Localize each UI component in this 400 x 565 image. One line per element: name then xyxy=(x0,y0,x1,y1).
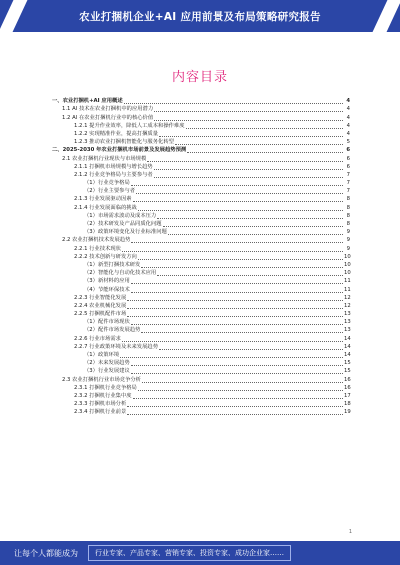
toc-entry-page: 10 xyxy=(344,253,351,260)
toc-entry-page: 7 xyxy=(346,188,350,195)
toc-entry[interactable] xyxy=(52,105,350,113)
toc-dot-leader xyxy=(175,144,343,145)
toc-entry[interactable] xyxy=(52,236,350,244)
toc-dot-leader xyxy=(154,169,343,170)
toc-entry[interactable] xyxy=(52,392,350,400)
toc-entry[interactable] xyxy=(52,294,350,302)
toc-entry-label: （4）节能环保技术 xyxy=(84,286,130,293)
toc-entry-page: 9 xyxy=(346,237,350,244)
toc-entry-page: 7 xyxy=(346,180,350,187)
toc-entry[interactable] xyxy=(52,154,350,162)
toc-entry-page: 9 xyxy=(346,245,350,252)
toc-dot-leader xyxy=(127,316,343,317)
toc-dot-leader xyxy=(138,259,343,260)
toc-entry-label: 2.1 农业打捆机行业现状与市场规模 xyxy=(62,155,147,162)
toc-entry-page: 13 xyxy=(344,311,351,318)
report-header-bar xyxy=(0,0,400,32)
toc-entry[interactable] xyxy=(52,97,350,105)
toc-dot-leader xyxy=(131,283,343,284)
toc-entry-page: 11 xyxy=(344,278,351,285)
header-decoration-left xyxy=(0,0,27,32)
toc-dot-leader xyxy=(124,103,343,104)
toc-entry-label: （1）行业竞争格局 xyxy=(84,180,130,187)
toc-entry-label: 2.2.7 行业政策环境及未来发展趋势 xyxy=(74,343,159,350)
toc-entry-label: 2.2.2 技术创新与研发方向 xyxy=(74,253,137,260)
toc-entry[interactable] xyxy=(52,367,350,375)
toc-entry-label: 2.3.4 打捆机行业前景 xyxy=(74,409,127,416)
toc-entry-label: 2.1.2 行业竞争格局与主要参与者 xyxy=(74,171,153,178)
toc-entry-page: 8 xyxy=(346,212,350,219)
toc-dot-leader xyxy=(154,111,343,112)
toc-entry-label: 2.2.6 行业市场需求 xyxy=(74,335,121,342)
header-decoration-right xyxy=(373,0,400,32)
toc-entry-label: 2.3.3 打捆机市场分析 xyxy=(74,401,127,408)
toc-entry[interactable] xyxy=(52,400,350,408)
toc-entry[interactable] xyxy=(52,113,350,121)
footer-bar xyxy=(0,541,400,565)
toc-entry-page: 16 xyxy=(344,384,351,391)
toc-dot-leader xyxy=(131,324,343,325)
toc-entry[interactable] xyxy=(52,310,350,318)
toc-dot-leader xyxy=(142,382,343,383)
toc-entry-page: 10 xyxy=(344,261,351,268)
toc-entry-label: 一、农业打捆机+AI 应用概述 xyxy=(52,98,123,105)
toc-entry-page: 6 xyxy=(346,155,350,162)
toc-entry-label: （1）新型打捆技术研发 xyxy=(84,261,141,268)
toc-dot-leader xyxy=(131,185,343,186)
toc-entry-label: 2.3 农业打捆机行业市场竞争分析 xyxy=(62,376,141,383)
toc-dot-leader xyxy=(154,120,343,121)
toc-entry-label: 2.1.1 打捆机市场规模与增长趋势 xyxy=(74,163,153,170)
toc-entry-label: 2.2.3 行业智能化发展 xyxy=(74,294,127,301)
toc-entry-page: 6 xyxy=(346,147,350,154)
toc-entry-label: （2）未来发展趋势 xyxy=(84,360,130,367)
toc-entry[interactable] xyxy=(52,187,350,195)
toc-dot-leader xyxy=(131,365,343,366)
toc-entry[interactable] xyxy=(52,384,350,392)
toc-entry[interactable] xyxy=(52,359,350,367)
toc-entry[interactable] xyxy=(52,146,350,154)
toc-entry[interactable] xyxy=(52,212,350,220)
toc-entry-page: 10 xyxy=(344,270,351,277)
toc-entry-label: （3）新材料的应用 xyxy=(84,278,130,285)
toc-entry[interactable] xyxy=(52,244,350,252)
toc-entry[interactable] xyxy=(52,179,350,187)
toc-entry-label: （1）配件市场现状 xyxy=(84,319,130,326)
toc-entry[interactable] xyxy=(52,195,350,203)
toc-dot-leader xyxy=(131,373,343,374)
toc-heading: 内容目录 xyxy=(171,70,228,85)
toc-entry-page: 8 xyxy=(346,221,350,227)
toc-entry-page: 4 xyxy=(346,130,350,137)
toc-entry-page: 5 xyxy=(346,139,350,146)
toc-entry-label: （2）智能化与自动化技术应用 xyxy=(84,270,157,277)
toc-entry-label: （1）政策环境 xyxy=(84,352,120,358)
toc-entry-label: 2.2.1 行业技术现状 xyxy=(74,245,121,252)
toc-entry[interactable] xyxy=(52,277,350,285)
toc-entry-page: 12 xyxy=(344,294,351,301)
toc-dot-leader xyxy=(159,349,343,350)
toc-entry-page: 7 xyxy=(346,171,350,178)
toc-entry-page: 19 xyxy=(344,409,351,416)
toc-entry-page: 18 xyxy=(344,401,351,408)
toc-entry-page: 4 xyxy=(346,114,350,121)
toc-entry-page: 9 xyxy=(346,229,350,236)
toc-entry-page: 11 xyxy=(344,286,351,293)
toc-entry[interactable] xyxy=(52,130,350,138)
toc-entry[interactable] xyxy=(52,163,350,171)
toc-dot-leader xyxy=(141,332,343,333)
report-title: 农业打捆机企业+AI 应用前景及布局策略研究报告 xyxy=(79,10,321,23)
toc-entry[interactable] xyxy=(52,269,350,277)
toc-entry[interactable] xyxy=(52,253,350,261)
toc-entry-label: （2）行业主要参与者 xyxy=(84,188,136,195)
toc-dot-leader xyxy=(138,390,343,391)
toc-entry-label: 1.1 AI 技术在农业打捆机中的应用潜力 xyxy=(62,106,154,113)
toc-entry[interactable] xyxy=(52,334,350,342)
toc-dot-leader xyxy=(157,275,343,276)
toc-entry-page: 14 xyxy=(344,352,351,358)
toc-entry-page: 4 xyxy=(346,106,350,113)
toc-entry[interactable] xyxy=(52,228,350,236)
toc-entry[interactable] xyxy=(52,122,350,130)
toc-entry-page: 13 xyxy=(344,319,351,326)
toc-dot-leader xyxy=(127,406,343,407)
footer-slogan: 让每个人都能成为 xyxy=(14,548,78,558)
toc-entry-label: 2.1.3 行业发展驱动因素 xyxy=(74,196,132,203)
toc-entry-page: 12 xyxy=(344,302,351,309)
toc-dot-leader xyxy=(141,267,343,268)
toc-dot-leader xyxy=(133,201,343,202)
toc-entry-page: 8 xyxy=(346,204,350,211)
toc-dot-leader xyxy=(127,308,343,309)
toc-dot-leader xyxy=(131,242,343,243)
footer-roles-box: 行业专家、产品专家、营销专家、投资专家、成功企业家…… xyxy=(88,545,291,561)
toc-entry[interactable] xyxy=(52,408,350,416)
toc-entry[interactable] xyxy=(52,285,350,293)
toc-entry[interactable] xyxy=(52,326,350,334)
toc-dot-leader xyxy=(120,357,343,358)
toc-dot-leader xyxy=(147,161,343,162)
toc-entry-page: 15 xyxy=(344,360,351,367)
toc-entry-label: 1.2.1 提升作业效率，降低人工成本和操作难度 xyxy=(74,122,185,129)
toc-entry-page: 17 xyxy=(344,392,351,399)
toc-entry-label: 2.3.2 打捆机行业集中度 xyxy=(74,392,132,399)
toc-entry-page: 16 xyxy=(344,376,351,383)
toc-entry-label: 1.2.2 实现精准作业，提高打捆质量 xyxy=(74,130,159,137)
toc-entry-label: 2.2.4 农业机械化发展 xyxy=(74,302,127,309)
toc-dot-leader xyxy=(127,300,343,301)
toc-dot-leader xyxy=(133,398,343,399)
toc-entry-page: 8 xyxy=(346,196,350,203)
toc-entry[interactable] xyxy=(52,375,350,383)
toc-entry-page: 15 xyxy=(344,368,351,375)
toc-dot-leader xyxy=(186,128,343,129)
toc-entry-label: 2.2 农业打捆机技术发展趋势 xyxy=(62,237,131,244)
toc-entry[interactable] xyxy=(52,171,350,179)
toc-dot-leader xyxy=(127,414,343,415)
toc-dot-leader xyxy=(163,226,343,227)
toc-dot-leader xyxy=(131,292,343,293)
toc-dot-leader xyxy=(122,341,343,342)
toc-entry[interactable] xyxy=(52,343,350,351)
toc-entry[interactable] xyxy=(52,261,350,269)
toc-dot-leader xyxy=(157,218,343,219)
toc-entry-page: 14 xyxy=(344,335,351,342)
toc-dot-leader xyxy=(159,136,343,137)
toc-dot-leader xyxy=(136,193,343,194)
page-number: 1 xyxy=(348,529,352,535)
toc-entry-page: 6 xyxy=(346,163,350,170)
toc-entry-label: （3）行业发展建议 xyxy=(84,368,130,375)
toc-entry[interactable] xyxy=(52,351,350,359)
toc-entry-page: 4 xyxy=(346,122,350,129)
toc-entry[interactable] xyxy=(52,318,350,326)
toc-entry-page: 14 xyxy=(344,343,351,350)
toc-entry-label: （3）政策环境变化及行业标准问题 xyxy=(84,229,167,236)
toc-entry-label: 1.2.3 推动农业打捆机智能化与服务化转型 xyxy=(74,139,174,146)
toc-entry-label: 二、2025-2030 年农业打捆机市场前景及发展趋势预测 xyxy=(52,147,187,154)
toc-dot-leader xyxy=(154,177,343,178)
toc-entry[interactable] xyxy=(52,302,350,310)
toc-entry-page: 13 xyxy=(344,327,351,334)
toc-entry-label: 2.2.5 打捆机配件市场 xyxy=(74,311,127,318)
toc-entry[interactable] xyxy=(52,138,350,146)
table-of-contents xyxy=(52,97,350,416)
toc-entry-label: 2.1.4 行业发展面临的挑战 xyxy=(74,204,137,211)
toc-entry[interactable] xyxy=(52,203,350,211)
toc-entry-label: （2）配件市场发展趋势 xyxy=(84,327,141,334)
toc-dot-leader xyxy=(138,210,343,211)
toc-dot-leader xyxy=(122,251,343,252)
toc-entry-label: （2）技术研发及产品同质化问题 xyxy=(84,221,162,227)
toc-dot-leader xyxy=(168,234,343,235)
toc-entry[interactable] xyxy=(52,220,350,228)
toc-dot-leader xyxy=(187,152,343,153)
toc-entry-label: 2.3.1 打捆机行业竞争格局 xyxy=(74,384,137,391)
toc-entry-page: 4 xyxy=(346,98,350,105)
toc-entry-label: （1）市场需求波动及成本压力 xyxy=(84,212,157,219)
toc-entry-label: 1.2 AI 在农业打捆机行业中的核心价值 xyxy=(62,114,154,121)
